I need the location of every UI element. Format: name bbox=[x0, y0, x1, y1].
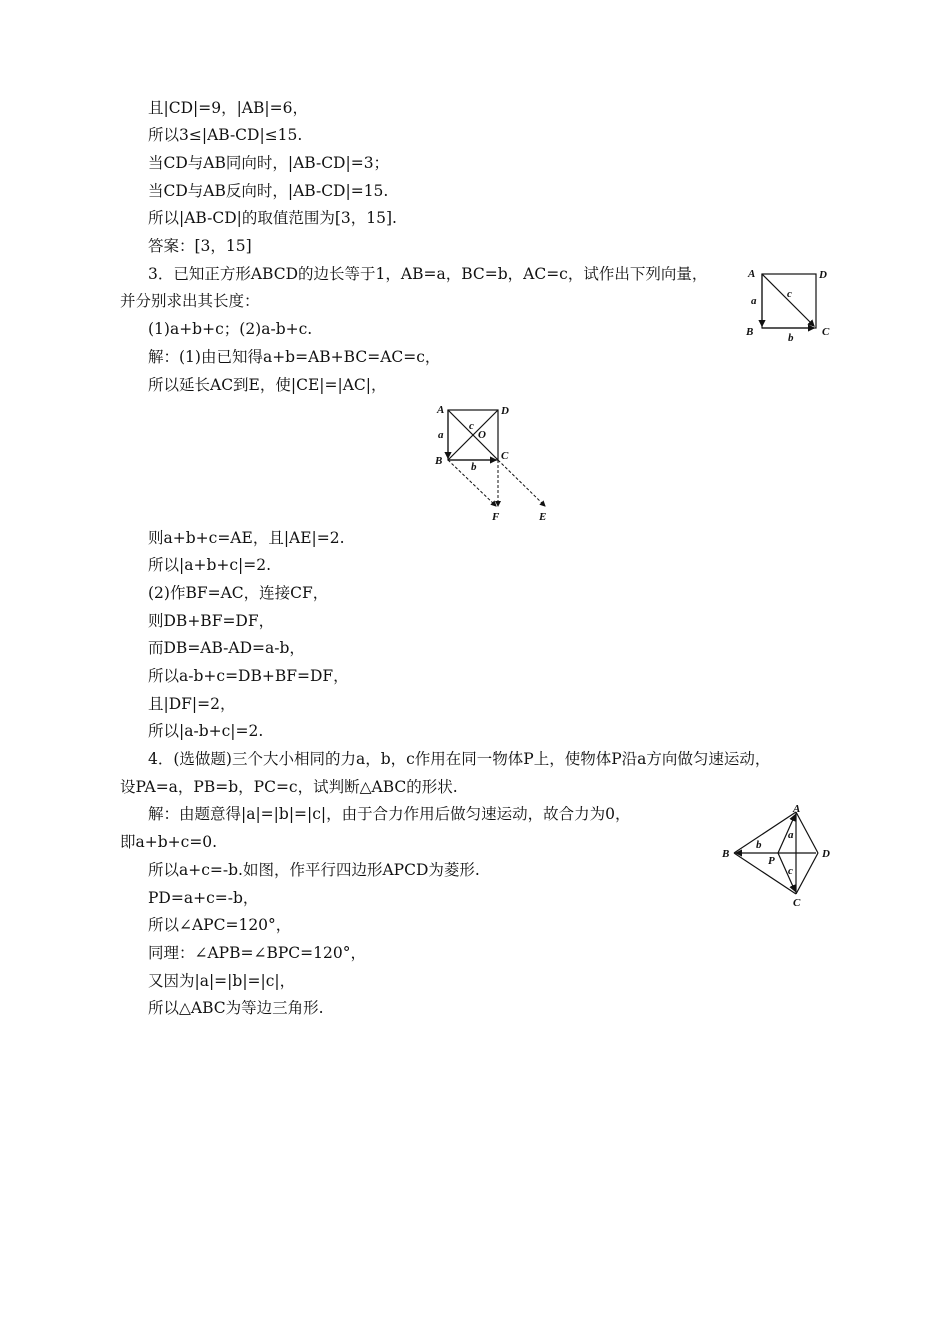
label-C: C bbox=[822, 326, 830, 338]
problem-3-statement-cont: 并分别求出其长度： bbox=[120, 292, 260, 310]
label-a: a bbox=[438, 429, 444, 441]
solution-3-line-7: 而DB=AB-AD=a-b， bbox=[148, 639, 305, 657]
solution-3-line-2: 所以延长AC到E，使|CE|=|AC|， bbox=[148, 376, 387, 394]
label-A: A bbox=[748, 268, 756, 280]
solution-4-line-8: 所以△ABC为等边三角形. bbox=[148, 999, 324, 1017]
label-A: A bbox=[793, 803, 801, 815]
label-D: D bbox=[501, 405, 509, 417]
label-A: A bbox=[437, 404, 445, 416]
problem-3-statement: 3．已知正方形ABCD的边长等于1，AB=a，BC=b，AC=c，试作出下列向量， bbox=[148, 265, 708, 283]
label-O: O bbox=[478, 429, 486, 441]
problem-4-statement: 4．(选做题)三个大小相同的力a，b，c作用在同一物体P上，使物体P沿a方向做匀速运动， bbox=[148, 750, 771, 768]
problem-4-statement-cont: 设PA=a，PB=b，PC=c，试判断△ABC的形状. bbox=[120, 778, 458, 796]
answer-line: 答案：[3，15] bbox=[148, 237, 252, 255]
label-c: c bbox=[469, 420, 474, 432]
solution-4-line-6: 同理：∠APB=∠BPC=120°， bbox=[148, 944, 366, 962]
label-b: b bbox=[788, 332, 794, 342]
text-line-3: 当CD与AB同向时，|AB-CD|=3； bbox=[148, 154, 390, 172]
solution-4-line-2: 即a+b+c=0. bbox=[120, 833, 218, 851]
label-c: c bbox=[788, 865, 793, 877]
solution-3-line-8: 所以a-b+c=DB+BF=DF， bbox=[148, 667, 349, 685]
text-line-2: 所以3≤|AB-CD|≤15. bbox=[148, 126, 303, 144]
label-B: B bbox=[722, 848, 730, 860]
extension-figure bbox=[428, 400, 558, 524]
label-B: B bbox=[746, 326, 754, 338]
solution-3-line-6: 则DB+BF=DF， bbox=[148, 612, 275, 630]
rhombus-figure bbox=[718, 802, 838, 908]
label-a: a bbox=[788, 829, 794, 841]
label-E: E bbox=[539, 511, 547, 523]
label-D: D bbox=[822, 848, 830, 860]
solution-3-line-4: 所以|a+b+c|=2. bbox=[148, 556, 272, 574]
solution-4-line-7: 又因为|a|=|b|=|c|， bbox=[148, 972, 296, 990]
solution-3-line-10: 所以|a-b+c|=2. bbox=[148, 722, 264, 740]
text-line-5: 所以|AB-CD|的取值范围为[3，15]. bbox=[148, 209, 397, 227]
solution-4-line-5: 所以∠APC=120°， bbox=[148, 916, 292, 934]
label-b: b bbox=[471, 461, 477, 473]
solution-4-line-4: PD=a+c=-b， bbox=[148, 889, 259, 907]
solution-3-line-1: 解：(1)由已知得a+b=AB+BC=AC=c， bbox=[148, 348, 441, 366]
label-F: F bbox=[492, 511, 500, 523]
solution-3-line-5: (2)作BF=AC，连接CF， bbox=[148, 584, 329, 602]
solution-4-line-1: 解：由题意得|a|=|b|=|c|，由于合力作用后做匀速运动，故合力为0， bbox=[148, 805, 631, 823]
label-a: a bbox=[751, 295, 757, 307]
square-figure bbox=[738, 262, 838, 342]
solution-3-line-3: 则a+b+c=AE，且|AE|=2. bbox=[148, 529, 345, 547]
text-line-4: 当CD与AB反向时，|AB-CD|=15. bbox=[148, 182, 389, 200]
label-C: C bbox=[793, 897, 801, 908]
label-P: P bbox=[768, 855, 775, 867]
label-B: B bbox=[435, 455, 443, 467]
label-c: c bbox=[787, 288, 792, 300]
label-C: C bbox=[501, 450, 509, 462]
problem-3-parts: (1)a+b+c；(2)a-b+c. bbox=[148, 320, 313, 338]
text-line-1: 且|CD|=9，|AB|=6， bbox=[148, 99, 308, 117]
label-b: b bbox=[756, 839, 762, 851]
label-D: D bbox=[819, 269, 827, 281]
solution-4-line-3: 所以a+c=-b.如图，作平行四边形APCD为菱形. bbox=[148, 861, 480, 879]
solution-3-line-9: 且|DF|=2， bbox=[148, 695, 236, 713]
